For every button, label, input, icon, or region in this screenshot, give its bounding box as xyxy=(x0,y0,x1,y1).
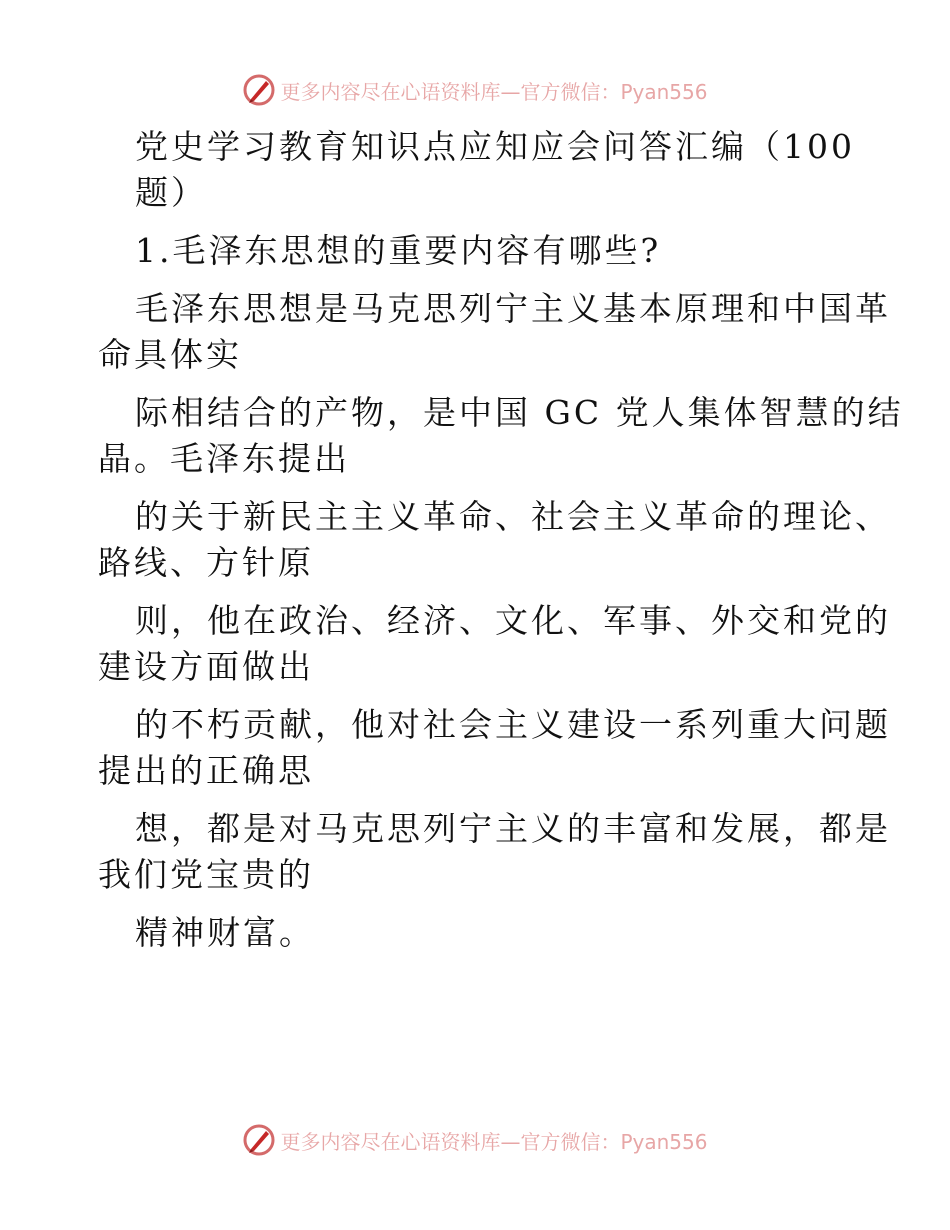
title-line-1: 党史学习教育知识点应知应会问答汇编（100 xyxy=(135,127,855,166)
header-watermark xyxy=(0,68,950,112)
title-line-2: 题） xyxy=(135,173,207,212)
paragraph-line: 则，他在政治、经济、文化、军事、外交和党的 xyxy=(135,601,891,640)
paragraph-line: 命具体实 xyxy=(98,335,242,374)
quill-logo-icon xyxy=(242,1123,276,1157)
paragraph-line: 晶。毛泽东提出 xyxy=(98,439,350,478)
quill-logo-icon xyxy=(242,73,276,107)
footer-banner-text: 更多内容尽在心语资料库—官方微信：Pyan556 xyxy=(280,1129,708,1154)
paragraph-line: 毛泽东思想是马克思列宁主义基本原理和中国革 xyxy=(135,289,891,328)
paragraph-line: 的不朽贡献，他对社会主义建设一系列重大问题 xyxy=(135,705,891,744)
paragraph-line: 建设方面做出 xyxy=(98,647,314,686)
paragraph-line: 路线、方针原 xyxy=(98,543,314,582)
document-body xyxy=(98,124,904,956)
paragraph-line: 提出的正确思 xyxy=(98,751,314,790)
header-banner-text: 更多内容尽在心语资料库—官方微信：Pyan556 xyxy=(280,79,708,104)
paragraph-line: 的关于新民主主义革命、社会主义革命的理论、 xyxy=(135,497,891,536)
paragraph-line: 想，都是对马克思列宁主义的丰富和发展，都是 xyxy=(135,809,891,848)
paragraph-line: 际相结合的产物，是中国 GC 党人集体智慧的结 xyxy=(135,393,904,432)
paragraph-line: 我们党宝贵的 xyxy=(98,855,314,894)
question-heading: 1.毛泽东思想的重要内容有哪些? xyxy=(135,231,662,270)
paragraph-line: 精神财富。 xyxy=(135,913,315,952)
footer-watermark xyxy=(0,1118,950,1162)
